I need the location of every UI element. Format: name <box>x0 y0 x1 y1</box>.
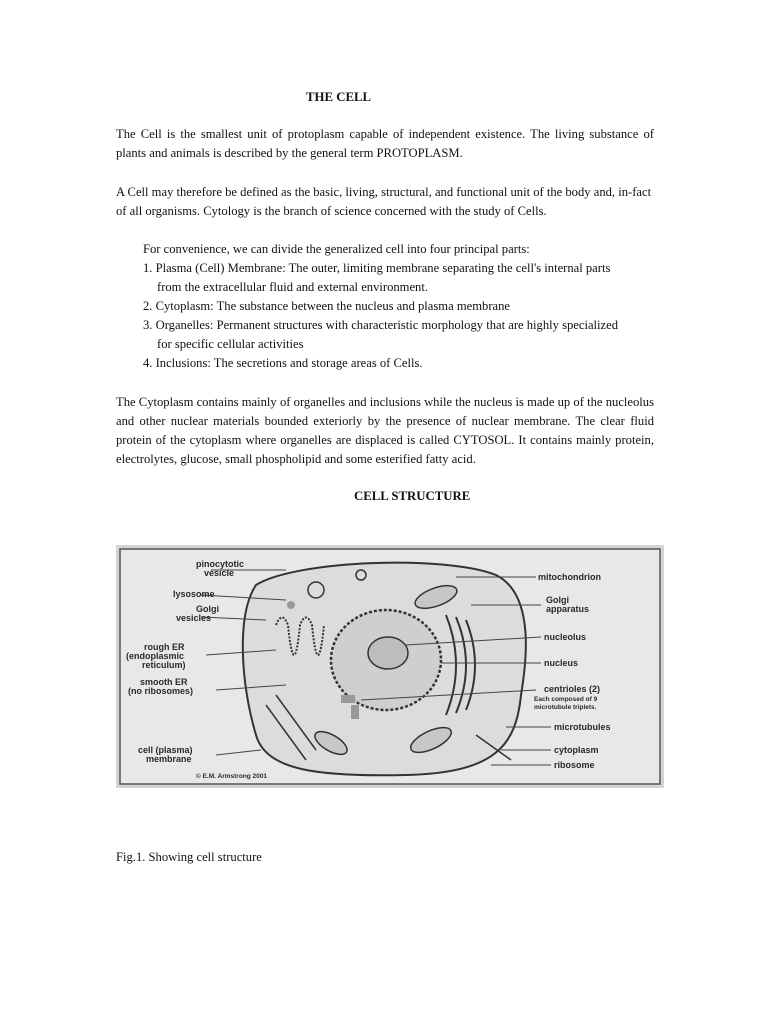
nucleolus-shape <box>368 637 408 669</box>
definition-paragraph: A Cell may therefore be defined as the basic, living, structural, and functional unit of the body and, in-fact of all organisms. Cytology is the branch of science concerned with the study of Cells. <box>116 185 652 218</box>
cell-structure-figure <box>116 545 664 788</box>
label-rough-er: rough ER <box>144 642 185 652</box>
label-microtubules: microtubules <box>554 722 611 732</box>
label-cell-membrane: membrane <box>146 754 192 764</box>
label-pinocytotic-vesicle: vesicle <box>204 568 235 578</box>
label-cell-membrane: cell (plasma) <box>138 745 193 755</box>
label-nucleus: nucleus <box>544 658 579 668</box>
label-centrioles-note: Each composed of 9 <box>534 696 598 703</box>
label-pinocytotic-vesicle: pinocytotic <box>196 559 245 569</box>
list-item: 3. Organelles: Permanent structures with characteristic morphology that are highly specialized <box>143 318 619 332</box>
label-golgi-apparatus: apparatus <box>546 604 590 614</box>
label-golgi-apparatus: Golgi <box>546 595 569 605</box>
copyright-note: © E.M. Armstrong 2001 <box>196 773 268 780</box>
label-rough-er: (endoplasmic <box>126 651 185 661</box>
centriole-shape <box>341 695 355 703</box>
label-lysosome: lysosome <box>173 589 215 599</box>
label-golgi-vesicles: Golgi <box>196 604 219 614</box>
section-title: CELL STRUCTURE <box>354 489 471 503</box>
label-golgi-vesicles: vesicles <box>176 613 212 623</box>
list-item: 2. Cytoplasm: The substance between the nucleus and plasma membrane <box>143 299 510 313</box>
cell-diagram <box>116 545 664 788</box>
list-item: 4. Inclusions: The secretions and storage areas of Cells. <box>143 356 423 370</box>
list-item: 1. Plasma (Cell) Membrane: The outer, limiting membrane separating the cell's internal parts <box>143 261 611 275</box>
list-item-continuation: for specific cellular activities <box>157 337 304 351</box>
cytoplasm-paragraph: The Cytoplasm contains mainly of organelles and inclusions while the nucleus is made up of the nucleolus and other nuclear materials bounded exteriorly by the presence of nuclear membrane. The clear fluid protein of the cytoplasm where organelles are displaced is called CYTOSOL. It contains mainly protein, electrolytes, glucose, small phospholipid and some esterified fatty acid. <box>116 395 654 466</box>
label-centrioles: centrioles (2) <box>544 684 601 694</box>
label-smooth-er: smooth ER <box>140 677 188 687</box>
list-intro: For convenience, we can divide the generalized cell into four principal parts: <box>143 242 530 256</box>
label-nucleolus: nucleolus <box>544 632 587 642</box>
label-mitochondrion: mitochondrion <box>538 572 601 582</box>
label-smooth-er: (no ribosomes) <box>128 686 194 696</box>
cell-parts-list <box>143 240 663 373</box>
intro-paragraph: The Cell is the smallest unit of protoplasm capable of independent existence. The living substance of plants and animals is described by the general term PROTOPLASM. <box>116 127 654 160</box>
list-item-continuation: from the extracellular fluid and external environment. <box>157 280 429 294</box>
centriole-shape <box>351 705 359 719</box>
label-centrioles-note: microtubule triplets. <box>534 704 597 711</box>
label-ribosome: ribosome <box>554 760 595 770</box>
label-rough-er: reticulum) <box>142 660 186 670</box>
page-title: THE CELL <box>306 90 372 104</box>
figure-caption: Fig.1. Showing cell structure <box>116 850 262 864</box>
label-cytoplasm: cytoplasm <box>554 745 599 755</box>
